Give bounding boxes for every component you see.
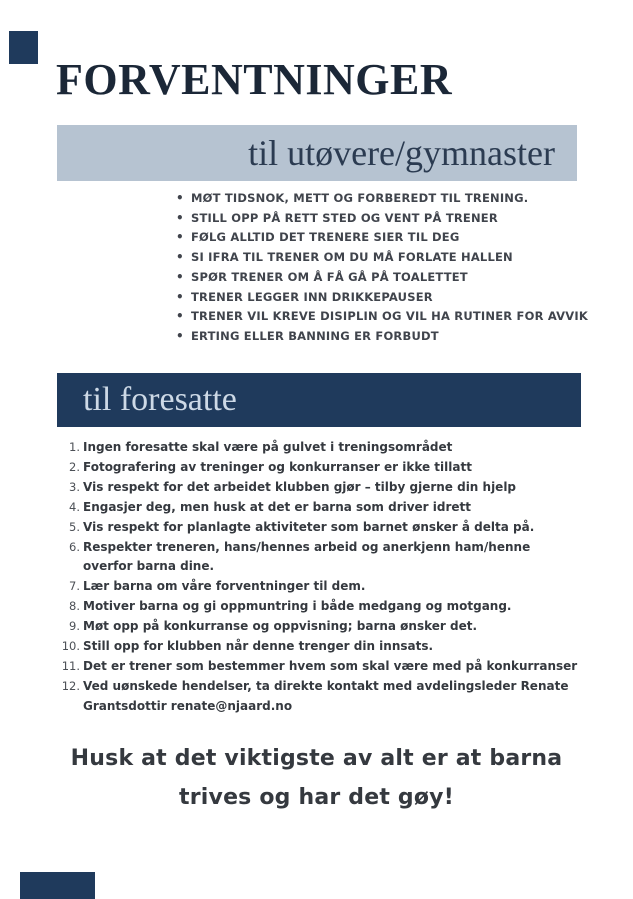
list-item: [57, 518, 581, 538]
list-item: [57, 438, 581, 458]
item-text: Vis respekt for planlagte aktiviteter som barnet ønsker å delta på.: [83, 519, 535, 534]
item-number: 12.: [61, 678, 80, 693]
closing-line: Husk at det viktigste av alt er at barna: [70, 746, 563, 771]
bottom-left-accent: [20, 872, 95, 899]
item-text: Motiver barna og gi oppmuntring i både medgang og motgang.: [83, 599, 512, 614]
item-text: Lær barna om våre forventninger til dem.: [83, 579, 366, 594]
item-number: 6.: [69, 539, 80, 554]
parents-section-heading: til foresatte: [83, 381, 237, 418]
item-text: Ingen foresatte skal være på gulvet i treningsområdet: [83, 440, 453, 454]
list-item: • TRENER LEGGER INN DRIKKEPAUSER: [176, 288, 606, 308]
item-text: Fotografering av treninger og konkurranser er ikke tillatt: [83, 459, 472, 474]
list-item: • SPØR TRENER OM Å FÅ GÅ PÅ TOALETTET: [176, 268, 606, 288]
item-number: 11.: [61, 658, 80, 673]
item-number: 10.: [61, 639, 80, 654]
page-title: FORVENTNINGER: [56, 55, 453, 104]
item-number: 5.: [69, 519, 80, 534]
list-item: [57, 538, 581, 578]
item-number: 9.: [69, 619, 80, 634]
item-text: Respekter treneren, hans/hennes arbeid og anerkjenn ham/henne overfor barna dine.: [83, 539, 531, 574]
list-item: • TRENER VIL KREVE DISIPLIN OG VIL HA RUTINER FOR AVVIK: [176, 307, 606, 327]
item-text: Still opp for klubben når denne trenger din innsats.: [83, 639, 434, 654]
item-number: 1.: [69, 440, 80, 454]
athletes-rules-list: [176, 189, 606, 347]
parents-section-banner: [57, 373, 581, 427]
list-item: • FØLG ALLTID DET TRENERE SIER TIL DEG: [176, 228, 606, 248]
parents-rules-list: [57, 438, 581, 717]
list-item: [57, 478, 581, 498]
list-item: [57, 498, 581, 518]
list-item: [57, 677, 581, 717]
item-text: Engasjer deg, men husk at det er barna som driver idrett: [83, 499, 472, 514]
list-item: • STILL OPP PÅ RETT STED OG VENT PÅ TRENER: [176, 209, 606, 229]
list-item: [57, 577, 581, 597]
item-number: 2.: [69, 459, 80, 474]
list-item: [57, 597, 581, 617]
list-item: [57, 458, 581, 478]
item-text: Møt opp på konkurranse og oppvisning; barna ønsker det.: [83, 619, 478, 634]
list-item: [57, 657, 581, 677]
list-item: • MØT TIDSNOK, METT OG FORBEREDT TIL TRENING.: [176, 189, 606, 209]
list-item: [57, 617, 581, 637]
list-item: • SI IFRA TIL TRENER OM DU MÅ FORLATE HALLEN: [176, 248, 606, 268]
athletes-section-banner: [57, 125, 577, 181]
list-item: [57, 637, 581, 657]
item-number: 8.: [69, 599, 80, 614]
athletes-section-heading: til utøvere/gymnaster: [248, 133, 555, 173]
top-left-accent: [9, 31, 38, 64]
item-number: 7.: [69, 579, 80, 594]
item-text: Ved uønskede hendelser, ta direkte kontakt med avdelingsleder Renate Grantsdottir renate@njaard.no: [83, 678, 569, 713]
item-text: Det er trener som bestemmer hvem som skal være med på konkurranser: [83, 658, 578, 673]
item-text: Vis respekt for det arbeidet klubben gjør – tilby gjerne din hjelp: [83, 479, 517, 494]
item-number: 4.: [69, 499, 80, 514]
closing-message: [0, 739, 633, 817]
list-item: • ERTING ELLER BANNING ER FORBUDT: [176, 327, 606, 347]
closing-line: trives og har det gøy!: [179, 785, 454, 810]
item-number: 3.: [69, 479, 80, 494]
